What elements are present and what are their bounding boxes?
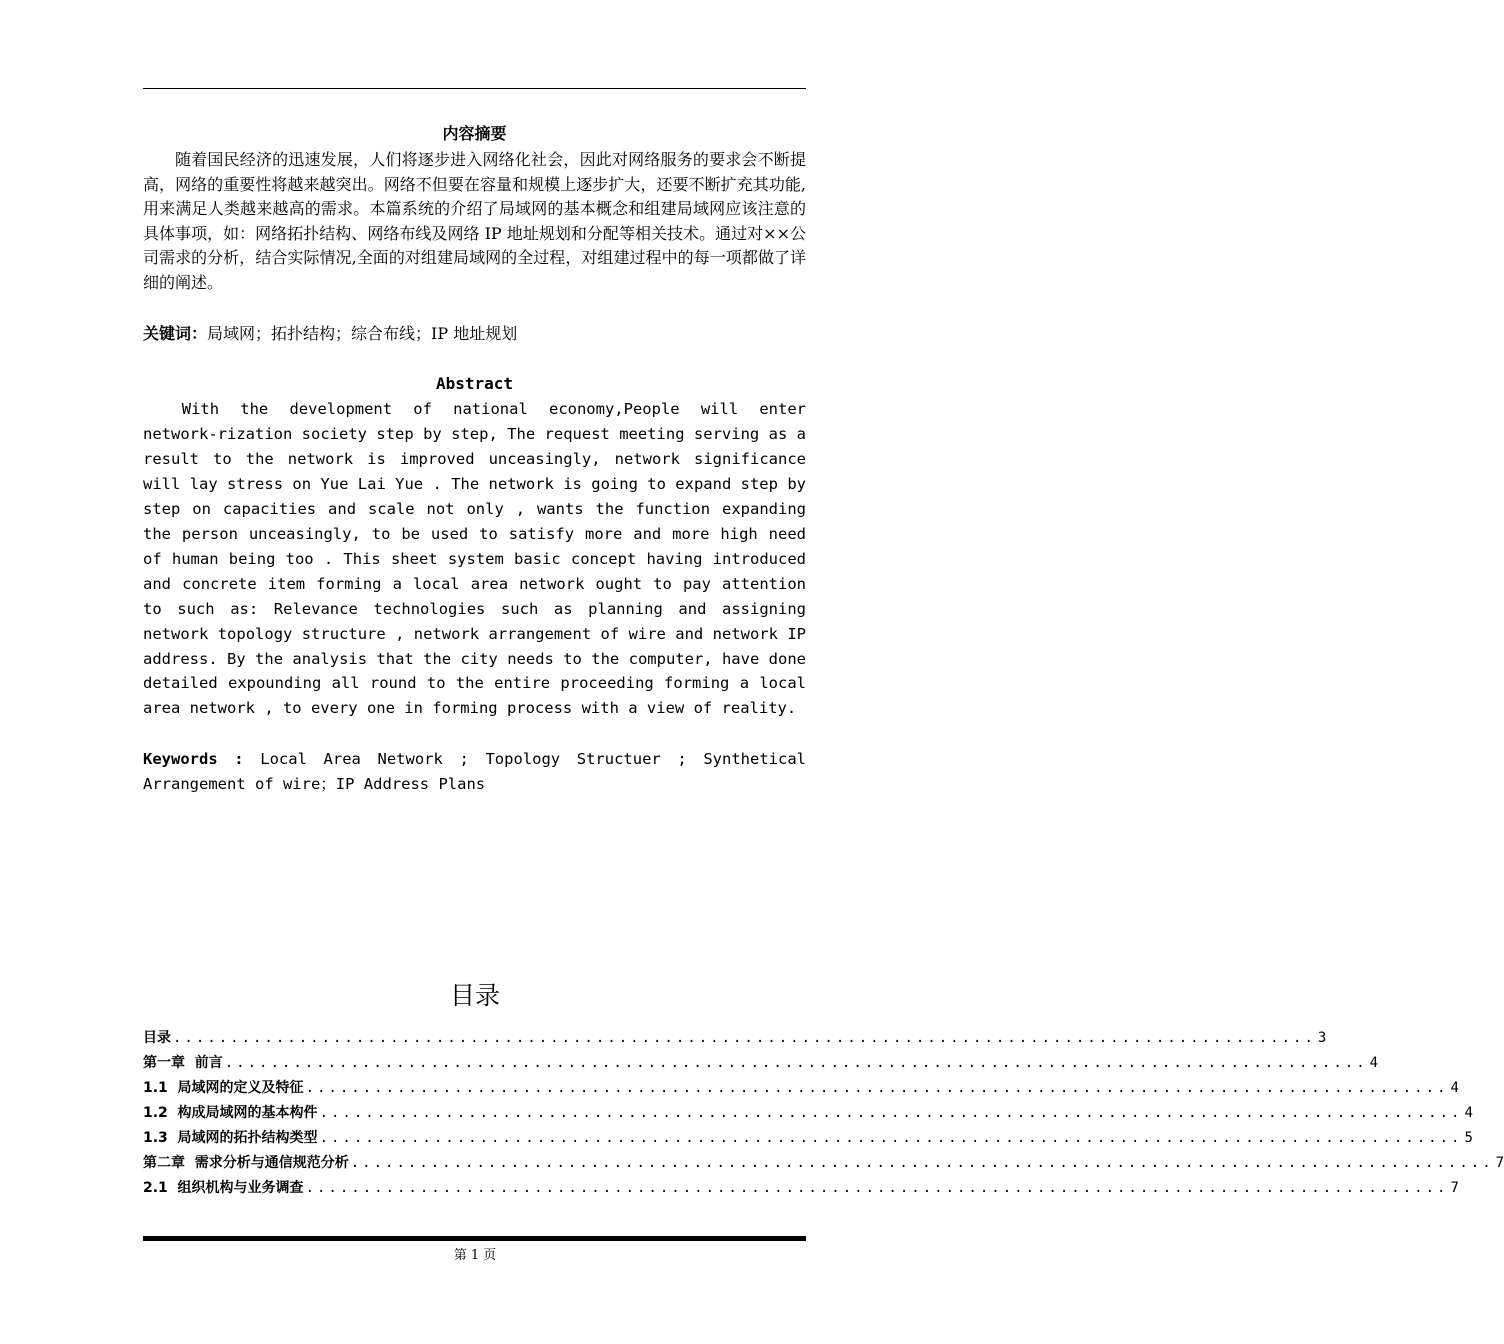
toc-entry-label: 1.1 局域网的定义及特征 xyxy=(143,1080,304,1096)
toc-entry-label: 2.1 组织机构与业务调查 xyxy=(143,1180,304,1196)
toc-entry-page: 5 xyxy=(1464,1130,1473,1146)
toc-entry-label: 目录 xyxy=(143,1030,171,1046)
toc-entry-page: 7 xyxy=(1450,1180,1459,1196)
toc-leader-dots: .................................................................................................... xyxy=(350,1155,1494,1171)
page-number: 第 1 页 xyxy=(453,1248,497,1263)
toc-leader-dots: .................................................................................................... xyxy=(319,1105,1463,1121)
abstract-cn-keywords xyxy=(143,322,806,346)
keywords-en-label: Keywords : xyxy=(143,750,244,768)
toc-entry-page: 4 xyxy=(1369,1055,1379,1071)
toc-title: 目录 xyxy=(449,981,500,1010)
toc-entry-page: 4 xyxy=(1464,1105,1473,1121)
keywords-en-text: Local Area Network ; Topology Structuer ; Synthetical Arrangement of wire；IP Address Plans xyxy=(143,750,806,793)
abstract-en-title: Abstract xyxy=(435,374,514,393)
toc-leader-dots: .................................................................................................... xyxy=(305,1080,1449,1096)
toc-leader-dots: .................................................................................................... xyxy=(305,1180,1449,1196)
toc-entry[interactable] xyxy=(143,1076,1459,1101)
abstract-cn-title: 内容摘要 xyxy=(442,124,507,143)
footer-rule xyxy=(143,1236,806,1241)
header-rule xyxy=(143,88,806,89)
toc-entry-page: 7 xyxy=(1495,1155,1504,1171)
toc-entry[interactable] xyxy=(143,1101,1473,1126)
toc-entry-label: 第二章 需求分析与通信规范分析 xyxy=(143,1155,349,1171)
abstract-en-keywords xyxy=(143,747,806,796)
toc-leader-dots: .................................................................................................... xyxy=(319,1130,1463,1146)
toc-entry-label: 第一章 前言 xyxy=(143,1055,223,1071)
toc-entry[interactable] xyxy=(143,1051,1379,1076)
toc-leader-dots: .................................................................................................... xyxy=(224,1055,1368,1071)
toc-entry[interactable] xyxy=(143,1026,1327,1051)
abstract-cn-body: 随着国民经济的迅速发展，人们将逐步进入网络化社会，因此对网络服务的要求会不断提高，网络的重要性将越来越突出。网络不但要在容量和规模上逐步扩大，还要不断扩充其功能,用来满足人类越来越高的需求。本篇系统的介绍了局域网的基本概念和组建局域网应该注意的具体事项，如：网络拓扑结构、网络布线及网络 IP 地址规划和分配等相关技术。通过对××公司需求的分析，结合实际情况,全面的对组建局域网的全过程，对组建过程中的每一项都做了详细的阐述。 xyxy=(143,150,806,292)
toc-entry[interactable] xyxy=(143,1151,1504,1176)
keywords-cn-label: 关键词： xyxy=(143,324,208,343)
abstract-en-body: With the development of national economy,People will enter network-rization society step by step, The request meeting serving as a result to the network is improved unceasingly, network significance will lay stress on Yue Lai Yue . The network is going to expand step by step on capacities and scale not only , wants the function expanding the person unceasingly, to be used to satisfy more and more high need of human being too . This sheet system basic concept having introduced and concrete item forming a local area network ought to pay attention to such as: Relevance technologies such as planning and assigning network topology structure , network arrangement of wire and network IP address. By the analysis that the city needs to the computer, have done detailed expounding all round to the entire proceeding forming a local area network , to every one in forming process with a view of reality. xyxy=(143,400,806,718)
toc-entry-label: 1.3 局域网的拓扑结构类型 xyxy=(143,1130,318,1146)
toc-entry-page: 4 xyxy=(1450,1080,1459,1096)
toc-list xyxy=(143,1026,1504,1201)
keywords-cn-text: 局域网；拓扑结构；综合布线；IP 地址规划 xyxy=(207,324,518,343)
toc-entry[interactable] xyxy=(143,1126,1473,1151)
toc-leader-dots: .................................................................................................... xyxy=(173,1030,1316,1046)
toc-entry[interactable] xyxy=(143,1176,1459,1201)
toc-entry-page: 3 xyxy=(1317,1030,1327,1046)
toc-entry-label: 1.2 构成局域网的基本构件 xyxy=(143,1105,318,1121)
